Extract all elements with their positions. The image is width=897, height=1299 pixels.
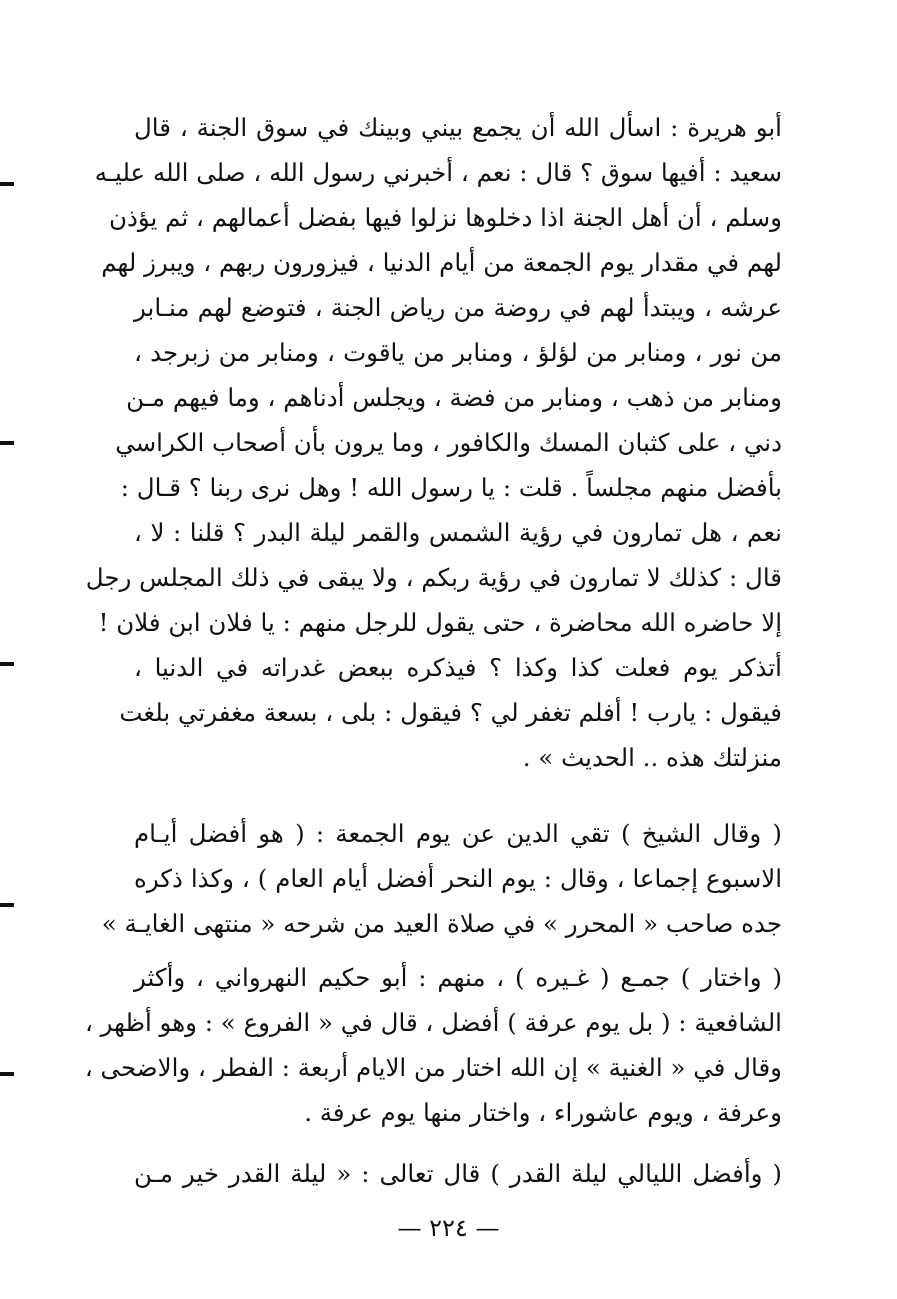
text-line: إلا حاضره الله محاضرة ، حتى يقول للرجل منهم : يا فلان ابن فلان ! bbox=[98, 608, 782, 637]
text-line: وسلم ، أن أهل الجنة اذا دخلوها نزلوا فيها بفضل أعمالهم ، ثم يؤذن bbox=[108, 203, 782, 232]
text-line: ( وقال الشيخ ) تقي الدين عن يوم الجمعة : ( هو أفضل أيـام bbox=[134, 819, 782, 848]
text-line: فيقول : يارب ! أفلم تغفر لي ؟ فيقول : بلى ، بسعة مغفرتي بلغت bbox=[119, 698, 782, 727]
text-line: أبو هريرة : اسأل الله أن يجمع بيني وبينك في سوق الجنة ، قال bbox=[134, 113, 782, 142]
text-line: ( واختار ) جمـع ( غـيره ) ، منهم : أبو حكيم النهرواني ، وأكثر bbox=[134, 963, 782, 992]
paragraph-1 bbox=[85, 106, 782, 786]
text-line: لهم في مقدار يوم الجمعة من أيام الدنيا ، فيزورون ربهم ، ويبرز لهم bbox=[101, 248, 782, 277]
paragraph-4 bbox=[134, 1152, 782, 1200]
text-line: الاسبوع إجماعا ، وقال : يوم النحر أفضل أيام العام ) ، وكذا ذكره bbox=[134, 864, 782, 893]
text-line: سعيد : أفيها سوق ؟ قال : نعم ، أخبرني رسول الله ، صلى الله عليـه bbox=[94, 158, 782, 187]
text-line: وقال في « الغنية » إن الله اختار من الايام أربعة : الفطر ، والاضحى ، bbox=[84, 1053, 782, 1082]
text-line: أتذكر يوم فعلت كذا وكذا ؟ فيذكره ببعض غدراته في الدنيا ، bbox=[134, 653, 782, 682]
text-line: نعم ، هل تمارون في رؤية الشمس والقمر ليلة البدر ؟ قلنا : لا ، bbox=[134, 518, 782, 547]
text-line: بأفضل منهم مجلساً . قلت : يا رسول الله ! وهل نرى ربنا ؟ قـال : bbox=[120, 473, 782, 502]
text-line: دني ، على كثبان المسك والكافور ، وما يرون بأن أصحاب الكراسي bbox=[115, 428, 782, 457]
margin-mark bbox=[0, 903, 14, 907]
text-line: قال : كذلك لا تمارون في رؤية ربكم ، ولا يبقى في ذلك المجلس رجل bbox=[85, 563, 782, 592]
text-line: عرشه ، ويبتدأ لهم في روضة من رياض الجنة ، فتوضع لهم منـابر bbox=[134, 293, 782, 322]
text-line: من نور ، ومنابر من لؤلؤ ، ومنابر من ياقوت ، ومنابر من زبرجد ، bbox=[134, 338, 782, 367]
text-line: منزلتك هذه .. الحديث » . bbox=[522, 743, 782, 772]
margin-mark bbox=[0, 1072, 14, 1076]
page-number: — ٢٢٤ — bbox=[397, 1214, 500, 1242]
text-line: وعرفة ، ويوم عاشوراء ، واختار منها يوم عرفة . bbox=[304, 1098, 782, 1127]
margin-mark bbox=[0, 441, 14, 445]
text-line: الشافعية : ( بل يوم عرفة ) أفضل ، قال في « الفروع » : وهو أظهر ، bbox=[84, 1008, 782, 1037]
paragraph-3 bbox=[84, 956, 782, 1136]
margin-mark bbox=[0, 662, 14, 666]
margin-mark bbox=[0, 182, 14, 186]
paragraph-2 bbox=[101, 812, 782, 952]
text-line: ( وأفضل الليالي ليلة القدر ) قال تعالى : « ليلة القدر خير مـن bbox=[134, 1159, 782, 1188]
text-line: ومنابر من ذهب ، ومنابر من فضة ، ويجلس أدناهم ، وما فيهم مـن bbox=[126, 383, 782, 412]
text-line: جده صاحب « المحرر » في صلاة العيد من شرحه « منتهى الغايـة » bbox=[101, 909, 782, 938]
